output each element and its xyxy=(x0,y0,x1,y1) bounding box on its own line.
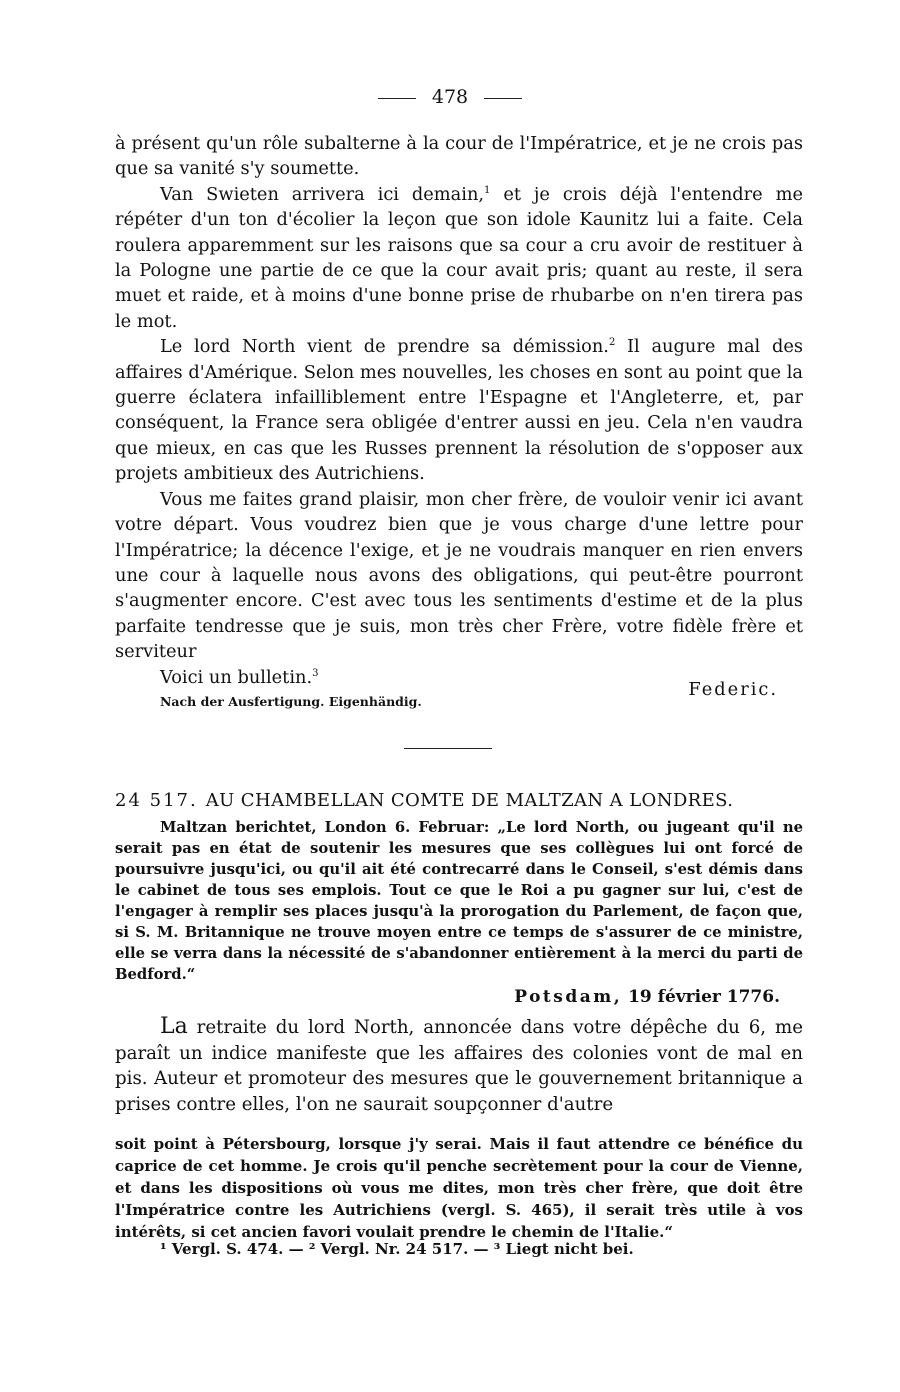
page-number: 478 xyxy=(431,86,469,108)
header-rule-right xyxy=(484,98,522,99)
section-divider xyxy=(404,748,492,749)
closing-row xyxy=(115,665,803,700)
source-note: Nach der Ausfertigung. Eigenhändig. xyxy=(160,694,422,709)
document-title: AU CHAMBELLAN COMTE DE MALTZAN A LONDRES. xyxy=(205,790,734,811)
footnote-ref-3: 3 xyxy=(312,667,319,679)
continued-footnote: soit point à Pétersbourg, lorsque j'y serai. Mais il faut attendre ce bénéfice du caprice de cet homme. Je crois qu'il penche secrètement pour la cour de Vienne, et dans les dispositions où vous me dites, mon très cher frère, que doit être l'Impératrice contre les Autrichiens (vergl. S. 465), il serait très utile à vos intérêts, si cet ancien favori voulait prendre le chemin de l'Italie.“ xyxy=(115,1135,803,1241)
document-number: 24 517. xyxy=(115,790,198,811)
postscript: Voici un bulletin.$^3$ xyxy=(160,666,319,688)
paragraph-1: à présent qu'un rôle subalterne à la cour de l'Impératrice, et je ne crois pas que sa vanité s'y soumette. xyxy=(115,133,803,180)
letter-text: retraite du lord North, annoncée dans votre dépêche du 6, me paraît un indice manifeste que les affaires des colonies vont de mal en pis. Auteur et promoteur des mesures que le gouvernement britannique a prises contre elles, l'on ne saurait soupçonner d'autre xyxy=(115,1017,803,1115)
page-header xyxy=(0,86,900,108)
paragraph-4: Vous me faites grand plaisir, mon cher frère, de vouloir venir ici avant votre départ. Vous voudrez bien que je vous charge d'une lettre pour l'Impératrice; la décence l'exige, et je ne voudrais manquer en rien envers une cour à laquelle nous avons des obligations, qui peut-être pourront s'augmenter encore. C'est avec tous les sentiments d'estime et de la plus parfaite tendresse que je suis, mon très cher Frère, votre fidèle frère et serviteur xyxy=(115,488,803,663)
footnote-ref-2: 2 xyxy=(608,337,616,349)
date: 19 février 1776. xyxy=(628,987,780,1007)
paragraph-3: Le lord North vient de prendre sa démission.$^2$ Il augure mal des affaires d'Amérique. Selon mes nouvelles, les choses en sont au point que la guerre éclatera infailliblement entre l'Espagne et l'Angleterre, et, par conséquent, la France sera obligée d'entrer aussi en jeu. Cela n'en vaudra que mieux, en cas que les Russes prennent la résolution de s'opposer aux projets ambitieux des Autrichiens. xyxy=(115,336,803,485)
signature: Federic. xyxy=(688,678,778,700)
footnotes: ¹ Vergl. S. 474. — ² Vergl. Nr. 24 517. — ³ Liegt nicht bei. xyxy=(160,1240,634,1258)
paragraph-2: Van Swieten arrivera ici demain,$^1$ et je crois déjà l'entendre me répéter d'un ton d'écolier la leçon que son idole Kaunitz lui a faite. Cela roulera apparemment sur les raisons que sa cour a cru avoir de restituer à la Pologne une partie de ce que la cour avait pris; quant au reste, il sera muet et raide, et à moins d'une bonne prise de rhubarbe on n'en tirera pas le mot. xyxy=(115,183,803,332)
report-summary: Maltzan berichtet, London 6. Februar: „Le lord North, ou jugeant qu'il ne serait pas en état de soutenir les mesures que ses collègues lui ont forcé de poursuivre jusqu'ici, ou qu'il ait été contrecarré dans le Conseil, s'est démis dans le cabinet de tous ses emplois. Tout ce que le Roi a pu gagner sur lui, c'est de l'engager à remplir ses places jusqu'à la prorogation du Parlement, de façon que, si S. M. Britannique ne trouve moyen entre ce temps de s'assurer de ce ministre, elle se verra dans la nécessité de s'abandonner entièrement à la merci du parti de Bedford.“ xyxy=(115,819,803,983)
document-heading xyxy=(115,790,803,811)
header-rule-left xyxy=(378,98,416,99)
date-place: Potsdam, xyxy=(514,987,623,1007)
letter-body xyxy=(115,131,803,700)
footnote-ref-1: 1 xyxy=(484,184,491,196)
dateline xyxy=(514,987,780,1007)
letter-initial: La xyxy=(160,1014,188,1039)
letter-opening xyxy=(115,1014,803,1117)
